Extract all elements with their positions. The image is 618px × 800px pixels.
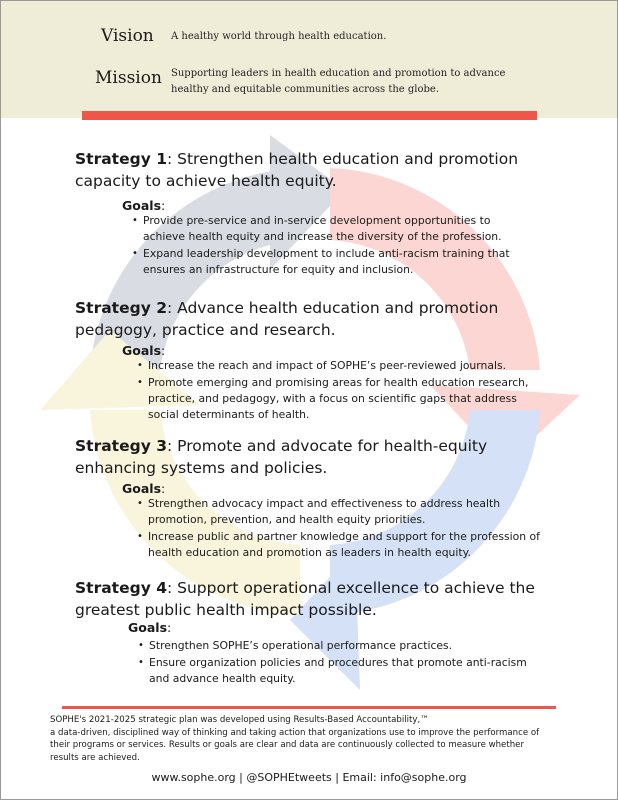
vision-text: A healthy world through health education.	[171, 31, 387, 42]
mission-label: Mission	[95, 68, 162, 88]
strategy-1-title-line1: : Strengthen health education and promotion	[166, 150, 519, 168]
strategy-1-label: Strategy 1	[75, 150, 167, 168]
strategy-2-goals-label: Goals:	[122, 343, 166, 358]
list-item: • Provide pre-service and in-service development opportunities to achieve health equity and increase the diversity of the profession.	[132, 214, 502, 243]
footer-description: SOPHE's 2021-2025 strategic plan was developed using Results-Based Accountability,™ a data-driven, disciplined way of thinking and taking action that organizations use to improve the performance of their programs or services. Results or goals are clear and data are continuously collected to measure whether results are achieved.	[50, 715, 540, 763]
header-band	[0, 0, 618, 118]
strategy-2-title-line1: : Advance health education and promotion	[166, 299, 499, 317]
strategy-3-goals-label: Goals:	[122, 481, 166, 496]
list-item: • Promote emerging and promising areas for health education research, practice, and pedagogy, with a focus on scientific gaps that address social determinants of health.	[137, 376, 529, 421]
list-item: • Increase public and partner knowledge and support for the profession of health education and promotion as leaders in health equity.	[137, 530, 540, 559]
strategy-2-title	[75, 297, 555, 341]
strategy-3-title-line1: : Promote and advocate for health-equity	[166, 437, 488, 455]
strategy-1-title	[75, 148, 555, 192]
strategy-2-label: Strategy 2	[75, 299, 167, 317]
list-item: • Expand leadership development to include anti-racism training that ensures an infrastructure for equity and inclusion.	[132, 247, 510, 276]
vision-label: Vision	[101, 26, 154, 46]
header-accent-bar	[82, 111, 537, 120]
strategy-3-title-line2: enhancing systems and policies.	[75, 459, 328, 477]
strategy-2-goal-list	[137, 358, 528, 424]
strategy-3-goal-list	[137, 496, 540, 562]
list-item: • Strengthen SOPHE’s operational performance practices.	[138, 639, 453, 652]
strategy-1-goals-label: Goals:	[122, 198, 166, 213]
strategy-3-label: Strategy 3	[75, 437, 167, 455]
strategy-4-title-line1: : Support operational excellence to achieve the	[166, 579, 535, 597]
strategy-4-title	[75, 577, 555, 621]
list-item: • Ensure organization policies and procedures that promote anti-racism and advance health equity.	[138, 656, 527, 685]
list-item: • Increase the reach and impact of SOPHE’s peer-reviewed journals.	[137, 359, 507, 372]
footer-accent-bar	[62, 706, 556, 709]
strategy-4-title-line2: greatest public health impact possible.	[75, 601, 377, 619]
list-item: • Strengthen advocacy impact and effectiveness to address health promotion, prevention, and health equity priorities.	[137, 497, 501, 526]
mission-text-line2: healthy and equitable communities across the globe.	[171, 84, 440, 95]
strategy-4-goal-list	[138, 638, 527, 688]
strategy-1-title-line2: capacity to achieve health equity.	[75, 172, 337, 190]
strategy-1-goal-list	[132, 213, 510, 279]
strategy-4-label: Strategy 4	[75, 579, 167, 597]
footer-contact-links[interactable]: www.sophe.org | @SOPHEtweets | Email: info@sophe.org	[151, 771, 467, 784]
strategy-3-title	[75, 435, 555, 479]
strategy-2-title-line2: pedagogy, practice and research.	[75, 321, 336, 339]
mission-text-line1: Supporting leaders in health education and promotion to advance	[171, 68, 506, 79]
strategy-4-goals-label: Goals:	[128, 620, 172, 635]
